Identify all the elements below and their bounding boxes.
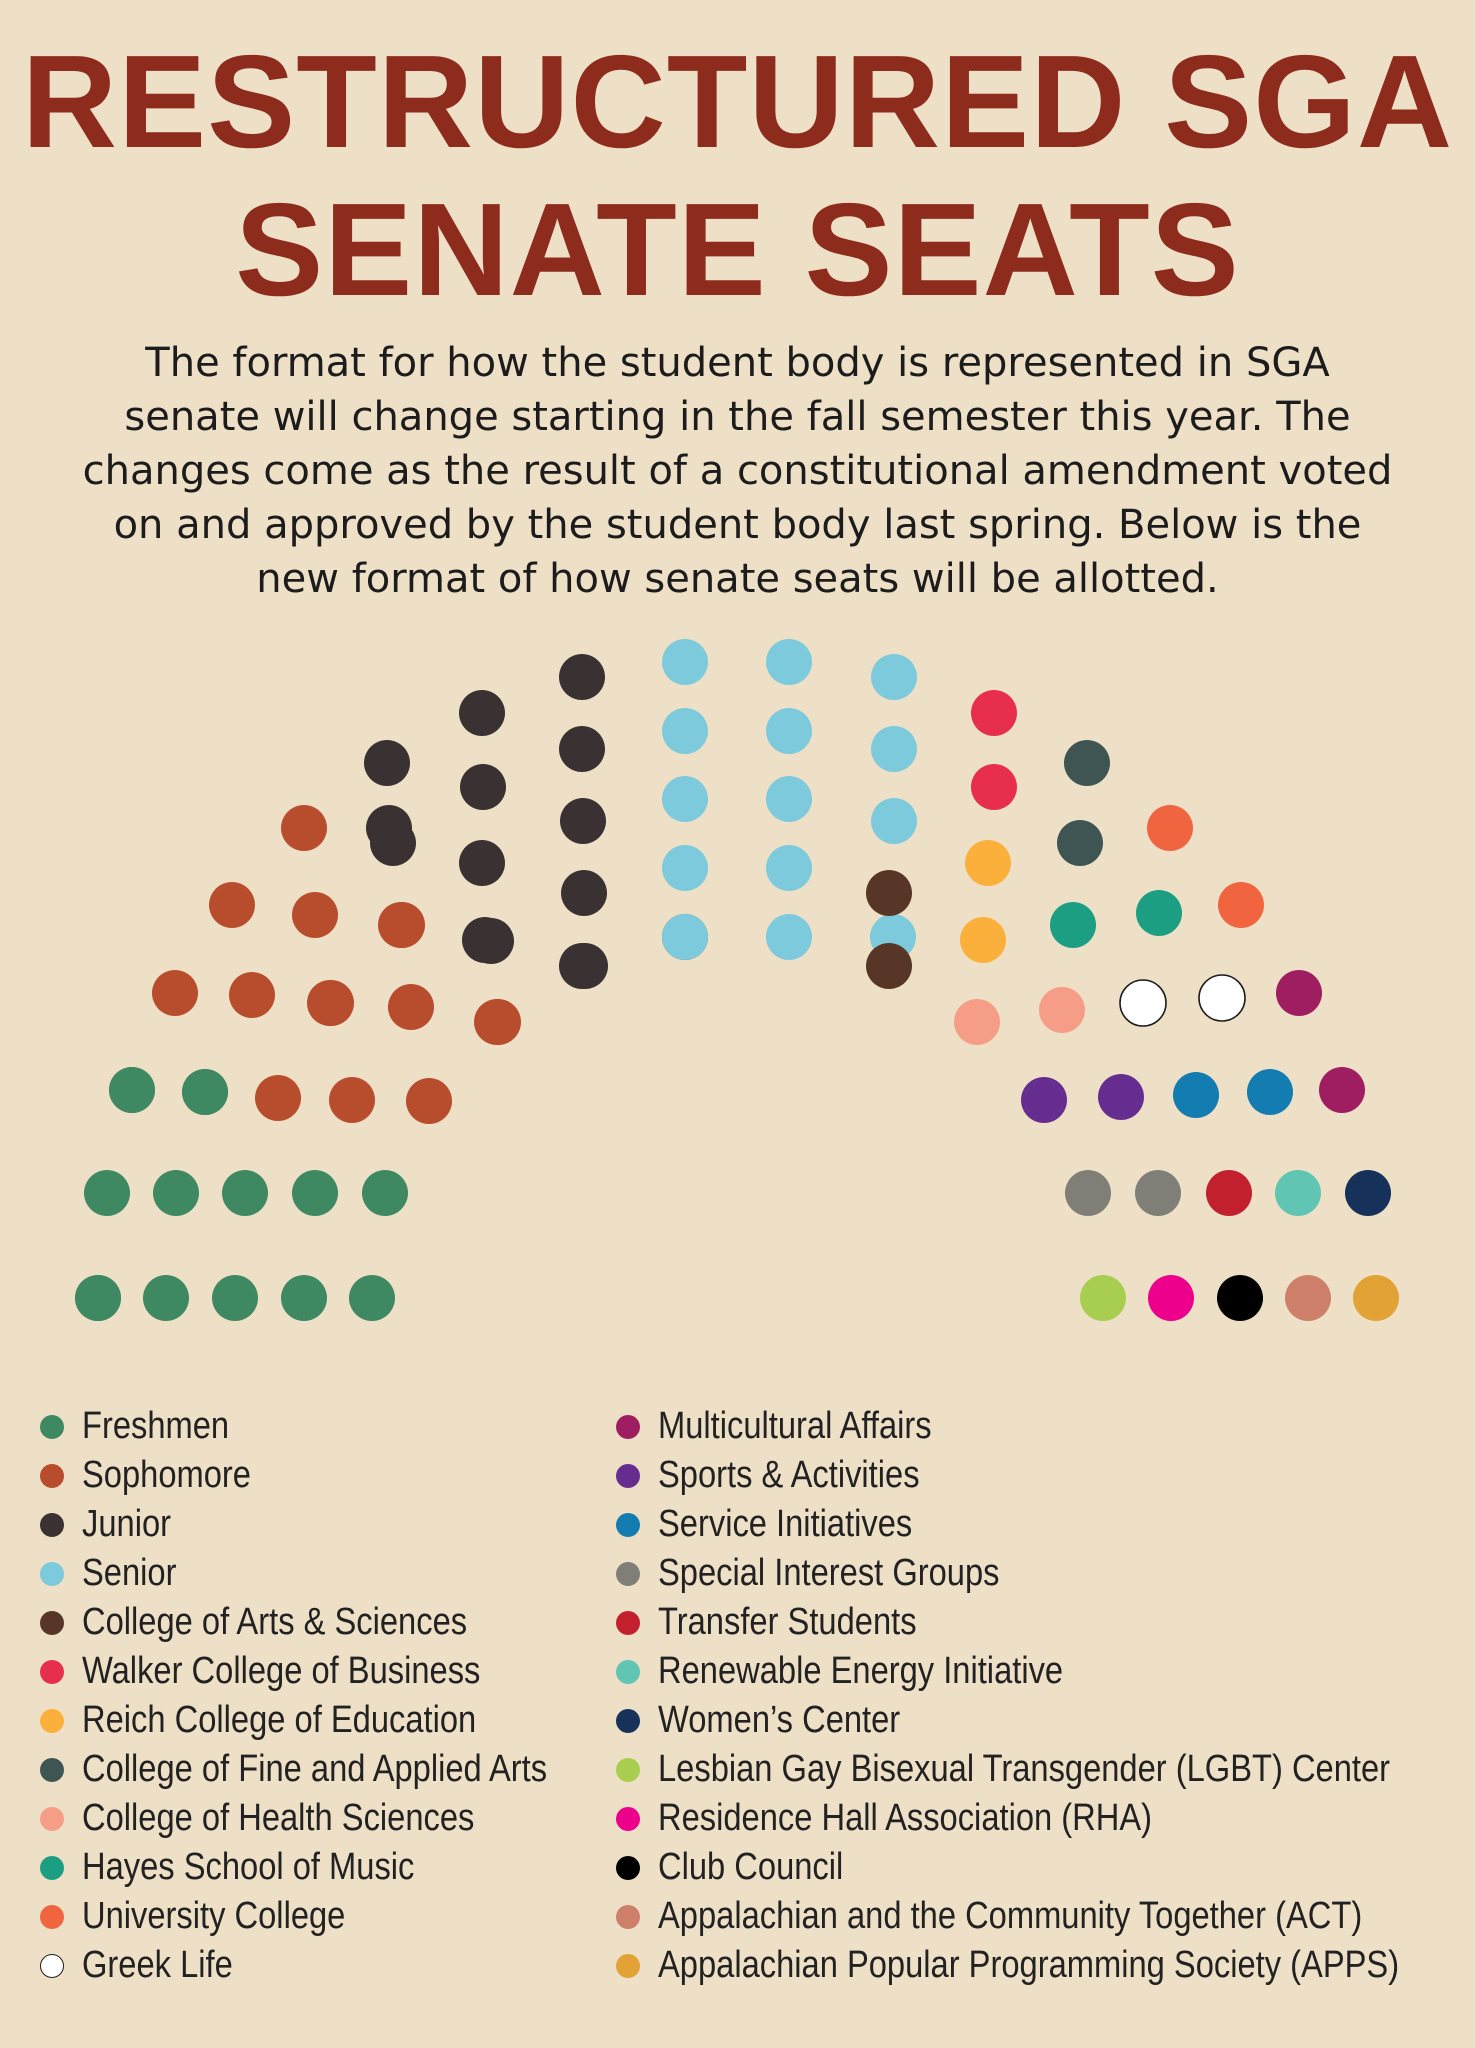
- seat-junior: [364, 740, 410, 786]
- seat-hayes-school-of-music: [1136, 890, 1182, 936]
- legend-item-college-of-health-sciences: [40, 1794, 623, 1843]
- legend-label: Junior: [82, 1503, 172, 1545]
- seat-college-of-health-sciences: [954, 999, 1000, 1045]
- seat-junior: [366, 805, 412, 851]
- legend-label: Hayes School of Music: [82, 1846, 415, 1888]
- seat-sophomore: [281, 805, 327, 851]
- legend-left-column: [40, 1402, 623, 1990]
- legend-swatch: [616, 1905, 640, 1929]
- seat-multicultural-affairs: [1319, 1067, 1365, 1113]
- legend-swatch: [616, 1415, 640, 1439]
- seat-greek-life: [1120, 980, 1166, 1026]
- seat-junior: [559, 726, 605, 772]
- seat-freshmen: [212, 1275, 258, 1321]
- intro-line: senate will change starting in the fall semester this year. The: [124, 394, 1351, 440]
- seat-junior: [460, 764, 506, 810]
- legend-item-greek-life: [40, 1941, 623, 1990]
- legend-swatch: [40, 1464, 64, 1488]
- seat-freshmen: [75, 1275, 121, 1321]
- legend-swatch: [40, 1562, 64, 1586]
- seat-service-initiatives: [1247, 1069, 1293, 1115]
- legend-swatch: [616, 1562, 640, 1586]
- legend-swatch: [616, 1709, 640, 1733]
- seat-greek-life: [1199, 975, 1245, 1021]
- seat-university-college: [1147, 805, 1193, 851]
- legend-label: Multicultural Affairs: [658, 1405, 932, 1447]
- legend-swatch: [40, 1856, 64, 1880]
- legend-item-senior: [40, 1549, 623, 1598]
- legend-label: Walker College of Business: [82, 1650, 481, 1692]
- seat-sports-activities: [1021, 1077, 1067, 1123]
- seat-junior: [459, 840, 505, 886]
- seat-reich-college-of-education: [965, 840, 1011, 886]
- seat-multicultural-affairs: [1276, 970, 1322, 1016]
- legend-swatch: [40, 1905, 64, 1929]
- legend-label: Club Council: [658, 1846, 844, 1888]
- seat-university-college: [1218, 882, 1264, 928]
- seat-junior: [559, 943, 605, 989]
- legend-label: Service Initiatives: [658, 1503, 913, 1545]
- seat-senior: [662, 708, 708, 754]
- legend-swatch: [616, 1660, 640, 1684]
- legend-label: Special Interest Groups: [658, 1552, 1000, 1594]
- legend-label: Lesbian Gay Bisexual Transgender (LGBT) Center: [658, 1748, 1391, 1790]
- legend-swatch: [40, 1758, 64, 1782]
- seat-residence-hall-association-rha: [1148, 1275, 1194, 1321]
- seat-sophomore: [475, 999, 521, 1045]
- legend-swatch: [616, 1807, 640, 1831]
- seat-sophomore: [292, 892, 338, 938]
- seat-renewable-energy-initiative: [1275, 1170, 1321, 1216]
- legend-item-reich-college-of-education: [40, 1696, 623, 1745]
- seat-freshmen: [292, 1170, 338, 1216]
- legend-label: Senior: [82, 1552, 177, 1594]
- legend-item-college-of-fine-and-applied-arts: [40, 1745, 623, 1794]
- intro-line: on and approved by the student body last spring. Below is the: [113, 502, 1362, 548]
- legend-item-hayes-school-of-music: [40, 1843, 623, 1892]
- seat-club-council: [1217, 1275, 1263, 1321]
- seat-freshmen: [182, 1069, 228, 1115]
- seat-senior: [871, 798, 917, 844]
- seat-sophomore: [255, 1075, 301, 1121]
- legend-item-multicultural-affairs: [616, 1402, 1475, 1451]
- seat-sophomore: [229, 972, 275, 1018]
- seat-senior: [766, 914, 812, 960]
- legend-label: Women’s Center: [658, 1699, 901, 1741]
- seat-senior: [871, 726, 917, 772]
- legend-item-club-council: [616, 1843, 1475, 1892]
- legend-swatch: [40, 1611, 64, 1635]
- seat-freshmen: [153, 1170, 199, 1216]
- legend-label: Greek Life: [82, 1944, 233, 1986]
- legend-swatch: [616, 1758, 640, 1782]
- seat-college-of-arts-sciences: [866, 943, 912, 989]
- legend-item-college-of-arts-sciences: [40, 1598, 623, 1647]
- legend-swatch: [40, 1807, 64, 1831]
- legend-item-transfer-students: [616, 1598, 1475, 1647]
- seat-freshmen: [362, 1170, 408, 1216]
- legend-item-residence-hall-association-rha: [616, 1794, 1475, 1843]
- seat-junior: [559, 654, 605, 700]
- legend-right-column: [616, 1402, 1475, 1990]
- seat-reich-college-of-education: [960, 917, 1006, 963]
- seat-freshmen: [109, 1067, 155, 1113]
- legend-swatch: [616, 1611, 640, 1635]
- legend-item-sports-activities: [616, 1451, 1475, 1500]
- legend-item-sophomore: [40, 1451, 623, 1500]
- seat-appalachian-popular-programming-society-apps: [1353, 1275, 1399, 1321]
- seat-transfer-students: [1206, 1170, 1252, 1216]
- legend-label: Transfer Students: [658, 1601, 917, 1643]
- seat-sophomore: [378, 902, 424, 948]
- legend-label: University College: [82, 1895, 346, 1937]
- legend-item-women-s-center: [616, 1696, 1475, 1745]
- seat-women-s-center: [1345, 1170, 1391, 1216]
- seat-sophomore: [152, 970, 198, 1016]
- seat-sports-activities: [1098, 1074, 1144, 1120]
- seat-sophomore: [388, 984, 434, 1030]
- legend-label: College of Arts & Sciences: [82, 1601, 468, 1643]
- legend-swatch: [616, 1513, 640, 1537]
- legend-swatch: [40, 1513, 64, 1537]
- legend-label: Sports & Activities: [658, 1454, 920, 1496]
- seat-college-of-fine-and-applied-arts: [1064, 740, 1110, 786]
- seat-special-interest-groups: [1135, 1170, 1181, 1216]
- legend-swatch: [40, 1415, 64, 1439]
- legend-label: Renewable Energy Initiative: [658, 1650, 1064, 1692]
- legend-swatch: [40, 1709, 64, 1733]
- legend-label: Reich College of Education: [82, 1699, 477, 1741]
- legend-swatch: [40, 1660, 64, 1684]
- title-line-2: SENATE SEATS: [235, 176, 1240, 323]
- legend-item-freshmen: [40, 1402, 623, 1451]
- title-line-1: RESTRUCTURED SGA: [21, 28, 1454, 175]
- legend-item-appalachian-and-the-community-together-act: [616, 1892, 1475, 1941]
- seat-walker-college-of-business: [971, 690, 1017, 736]
- legend-label: Sophomore: [82, 1454, 251, 1496]
- legend-item-walker-college-of-business: [40, 1647, 623, 1696]
- seat-senior: [766, 845, 812, 891]
- legend-swatch: [616, 1464, 640, 1488]
- seat-freshmen: [143, 1275, 189, 1321]
- seat-senior: [662, 845, 708, 891]
- legend-swatch: [616, 1856, 640, 1880]
- legend-label: College of Health Sciences: [82, 1797, 475, 1839]
- intro-line: new format of how senate seats will be allotted.: [256, 556, 1219, 602]
- legend-label: College of Fine and Applied Arts: [82, 1748, 548, 1790]
- seat-sophomore: [406, 1078, 452, 1124]
- legend-item-university-college: [40, 1892, 623, 1941]
- seat-freshmen: [349, 1275, 395, 1321]
- seat-senior: [662, 639, 708, 685]
- legend-item-junior: [40, 1500, 623, 1549]
- legend-label: Appalachian and the Community Together (ACT): [658, 1895, 1363, 1937]
- legend-item-service-initiatives: [616, 1500, 1475, 1549]
- seat-freshmen: [84, 1170, 130, 1216]
- seat-sophomore: [329, 1077, 375, 1123]
- seat-freshmen: [222, 1170, 268, 1216]
- seat-college-of-arts-sciences: [866, 870, 912, 916]
- seat-junior: [560, 798, 606, 844]
- seat-lesbian-gay-bisexual-transgender-lgbt-center: [1080, 1275, 1126, 1321]
- seat-service-initiatives: [1173, 1072, 1219, 1118]
- legend-label: Freshmen: [82, 1405, 230, 1447]
- legend-item-appalachian-popular-programming-society-apps: [616, 1941, 1475, 1990]
- seat-sophomore: [209, 882, 255, 928]
- intro-line: The format for how the student body is represented in SGA: [145, 340, 1330, 386]
- legend-item-special-interest-groups: [616, 1549, 1475, 1598]
- seat-senior: [766, 639, 812, 685]
- seat-appalachian-and-the-community-together-act: [1285, 1275, 1331, 1321]
- legend-label: Residence Hall Association (RHA): [658, 1797, 1153, 1839]
- legend-item-renewable-energy-initiative: [616, 1647, 1475, 1696]
- seat-senior: [871, 654, 917, 700]
- seat-freshmen: [281, 1275, 327, 1321]
- seat-college-of-fine-and-applied-arts: [1057, 820, 1103, 866]
- seat-sophomore: [307, 980, 353, 1026]
- intro-line: changes come as the result of a constitutional amendment voted: [82, 448, 1393, 494]
- seat-college-of-health-sciences: [1039, 987, 1085, 1033]
- seat-walker-college-of-business: [971, 764, 1017, 810]
- seat-senior: [662, 914, 708, 960]
- legend-swatch: [40, 1954, 64, 1978]
- legend-label: Appalachian Popular Programming Society (APPS): [658, 1944, 1400, 1986]
- seat-special-interest-groups: [1065, 1170, 1111, 1216]
- seat-senior: [766, 708, 812, 754]
- legend-swatch: [616, 1954, 640, 1978]
- seat-junior: [468, 918, 514, 964]
- seat-hayes-school-of-music: [1050, 902, 1096, 948]
- seat-junior: [459, 690, 505, 736]
- legend-item-lesbian-gay-bisexual-transgender-lgbt-center: [616, 1745, 1475, 1794]
- seat-senior: [662, 776, 708, 822]
- seat-senior: [766, 776, 812, 822]
- seat-junior: [561, 870, 607, 916]
